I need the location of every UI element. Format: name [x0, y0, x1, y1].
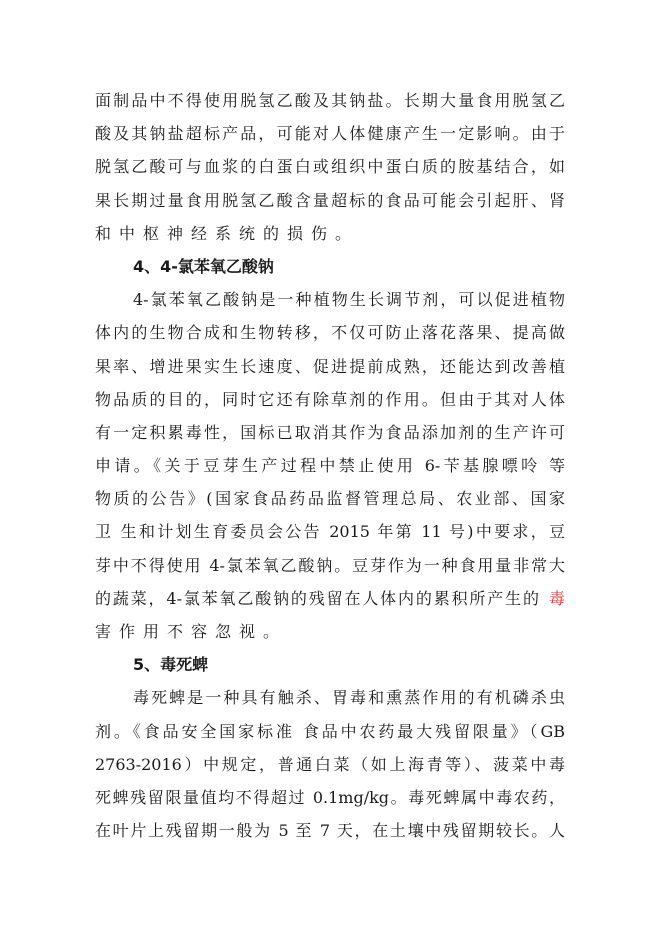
highlighted-character: 毒 [548, 588, 565, 608]
text-line: 申请。《关于豆芽生产过程中禁止使用 6-苄基腺嘌呤 等 [95, 456, 565, 476]
text-line: 和中枢神经系统的损伤。 [95, 223, 360, 243]
paragraph-chlorpyrifos [95, 681, 565, 847]
text-line: 物质的公告》(国家食品药品监督管理总局、农业部、国家 [95, 489, 565, 509]
text-line: 体内的生物合成和生物转移，不仅可防止落花落果、提高做 [95, 323, 565, 343]
text-line [95, 582, 565, 615]
document-page [95, 84, 565, 847]
paragraph-dehydroacetic-acid [95, 84, 565, 250]
text-line: 果长期过量食用脱氢乙酸含量超标的食品可能会引起肝、肾 [95, 190, 565, 210]
text-segment: 的蔬菜，4-氯苯氧乙酸钠的残留在人体内的累积所产生的 [95, 588, 539, 608]
text-line: 有一定积累毒性，国标已取消其作为食品添加剂的生产许可 [95, 422, 565, 442]
text-line: 脱氢乙酸可与血浆的白蛋白或组织中蛋白质的胺基结合，如 [95, 157, 565, 177]
text-line: 剂。《食品安全国家标准 食品中农药最大残留限量》（GB [95, 721, 565, 741]
text-line: 果率、增进果实生长速度、促进提前成熟，还能达到改善植 [95, 356, 565, 376]
text-line: 害作用不容忽视。 [95, 622, 288, 641]
text-line: 酸及其钠盐超标产品，可能对人体健康产生一定影响。由于 [95, 124, 565, 144]
text-line: 面制品中不得使用脱氢乙酸及其钠盐。长期大量食用脱氢乙 [95, 91, 565, 110]
text-line: 2763-2016）中规定，普通白菜（如上海青等）、菠菜中毒 [95, 754, 565, 774]
text-line: 卫 生和计划生育委员会公告 2015 年第 11 号)中要求，豆 [95, 522, 565, 542]
text-line: 毒死蜱是一种具有触杀、胃毒和熏蒸作用的有机磷杀虫 [133, 688, 565, 708]
text-line: 物品质的目的，同时它还有除草剂的作用。但由于其对人体 [95, 389, 565, 409]
text-line: 4-氯苯氧乙酸钠是一种植物生长调节剂，可以促进植物 [133, 290, 565, 310]
section-heading-4: 4、4-氯苯氧乙酸钠 [133, 256, 274, 276]
text-line: 在叶片上残留期一般为 5 至 7 天，在土壤中残留期较长。人 [95, 821, 565, 841]
text-line: 死蜱残留限量值均不得超过 0.1mg/kg。毒死蜱属中毒农药， [95, 787, 565, 807]
section-heading-5: 5、毒死蜱 [133, 655, 209, 675]
paragraph-4-cpa [95, 283, 565, 648]
text-line: 芽中不得使用 4-氯苯氧乙酸钠。豆芽作为一种食用量非常大 [95, 555, 565, 575]
